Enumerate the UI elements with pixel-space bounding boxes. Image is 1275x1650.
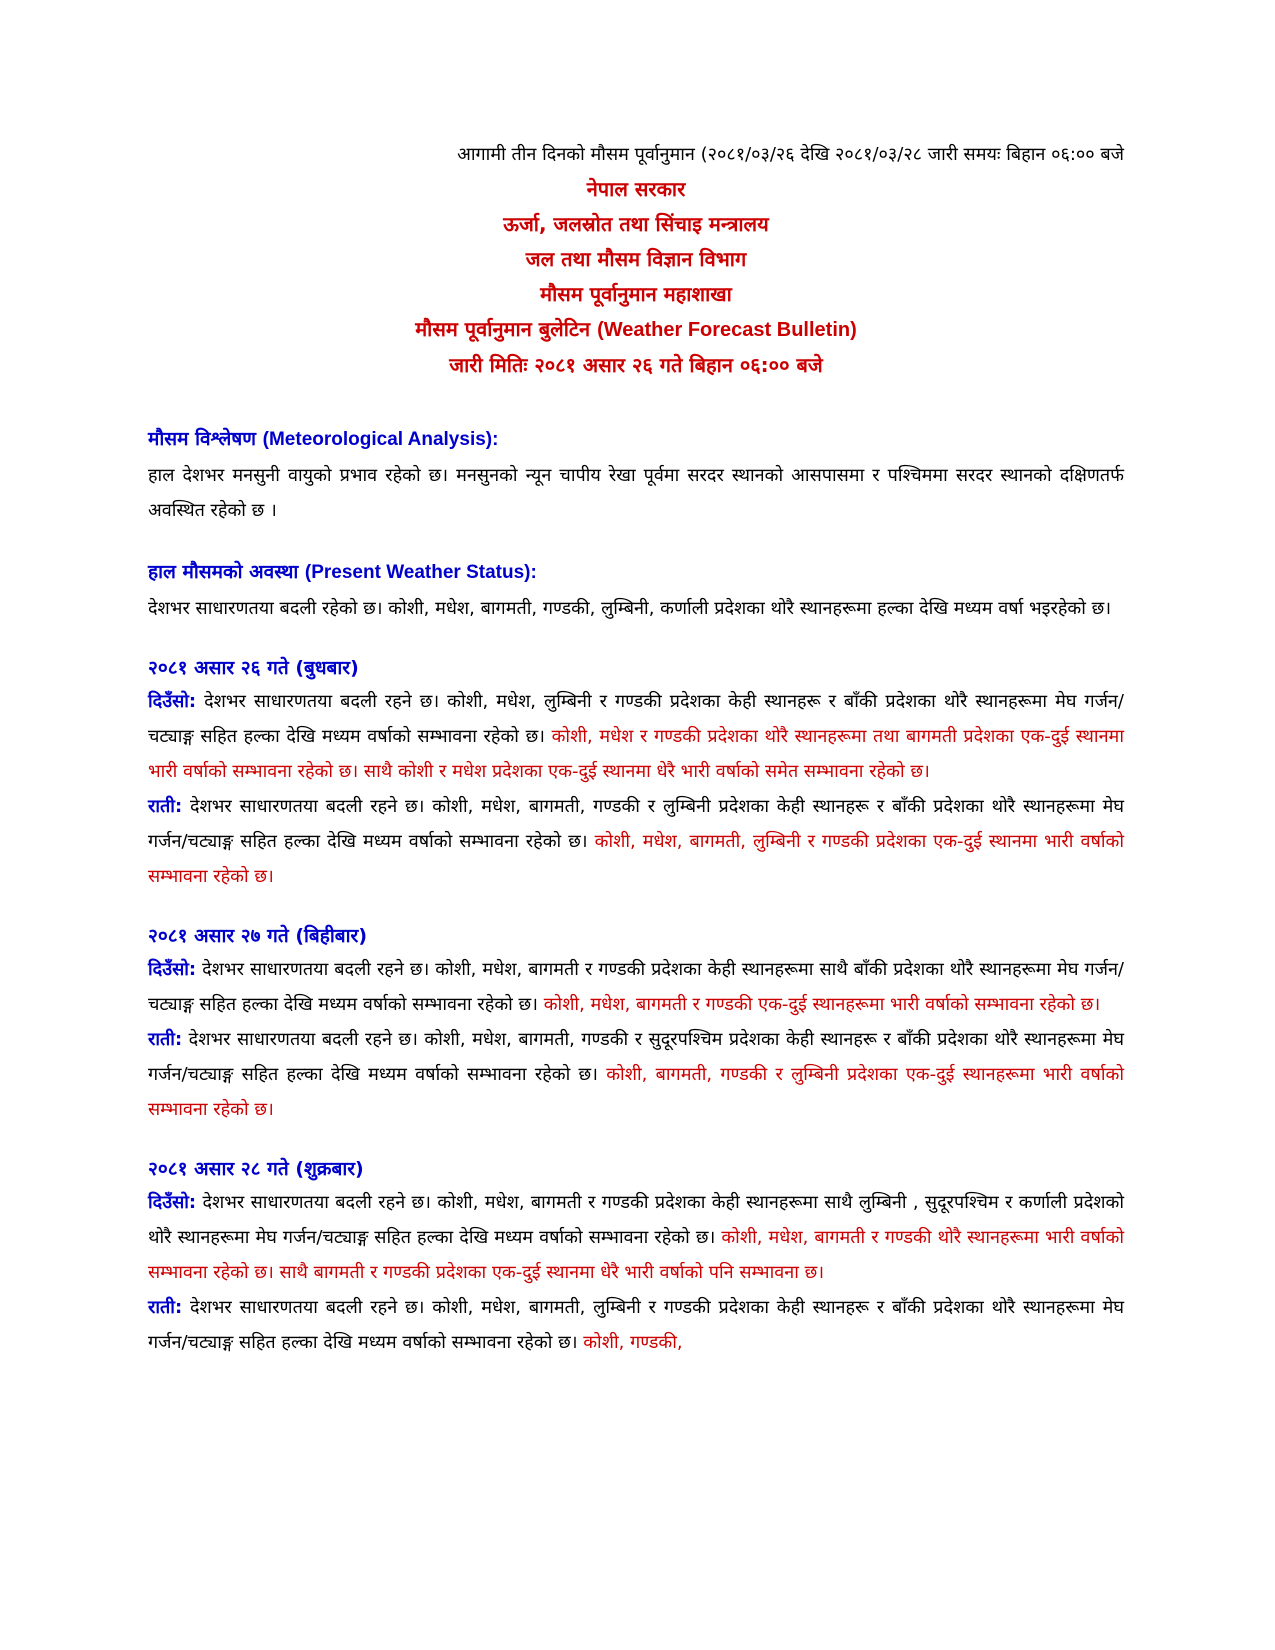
daytime-warning: कोशी, मधेश, बागमती र गण्डकी थोरै स्थानहरूमा भारी वर्षाको सम्भावना रहेको छ। साथै बागमती र गण्डकी प्रदेशका एक-दुई स्थानमा धेरै भारी वर्षाको पनि सम्भावना छ। — [148, 1227, 1124, 1283]
forecast-period-line: आगामी तीन दिनको मौसम पूर्वानुमान (२०८१/०३/२६ देखि २०८१/०३/२८ जारी समयः बिहान ०६:०० बजे — [457, 144, 1124, 165]
night-label: राती: — [148, 1297, 183, 1318]
daytime-warning: कोशी, मधेश, बागमती र गण्डकी एक-दुई स्थानहरूमा भारी वर्षाको सम्भावना रहेको छ। — [543, 994, 1101, 1015]
daytime-warning: कोशी, मधेश र गण्डकी प्रदेशका थोरै स्थानहरूमा तथा बागमती प्रदेशका एक-दुई स्थानमा भारी वर्षाको सम्भावना रहेको छ। साथै कोशी र मधेश प्रदेशका एक-दुई स्थानमा धेरै भारी वर्षाको समेत सम्भावना रहेको छ। — [148, 726, 1124, 782]
night-text: देशभर साधारणतया बदली रहने छ। कोशी, मधेश, बागमती, गण्डकी र लुम्बिनी प्रदेशका केही स्थानहरू र बाँकी प्रदेशका थोरै स्थानहरूमा मेघ गर्जन/चट्याङ्ग सहित हल्का देखि मध्यम वर्षाको सम्भावना रहेको छ। — [148, 796, 1124, 852]
bulletin-title — [148, 312, 1124, 348]
night-warning: कोशी, मधेश, बागमती, लुम्बिनी र गण्डकी प्रदेशका एक-दुई स्थानमा भारी वर्षाको सम्भावना रहेको छ। — [148, 831, 1124, 887]
daytime-label: दिउँसो: — [148, 959, 197, 980]
daytime-text: देशभर साधारणतया बदली रहने छ। कोशी, मधेश, बागमती र गण्डकी प्रदेशका केही स्थानहरूमा साथै बाँकी प्रदेशका थोरै स्थानहरूमा मेघ गर्जन/चट्याङ्ग सहित हल्का देखि मध्यम वर्षाको सम्भावना रहेको छ। — [148, 959, 1124, 1015]
ministry-name: ऊर्जा, जलस्रोत तथा सिंचाइ मन्त्रालय — [503, 212, 769, 236]
division-name: मौसम पूर्वानुमान महाशाखा — [540, 282, 732, 306]
night-label: राती: — [148, 1029, 183, 1050]
night-warning: कोशी, बागमती, गण्डकी र लुम्बिनी प्रदेशका एक-दुई स्थानहरूमा भारी वर्षाको सम्भावना रहेको छ। — [148, 1064, 1124, 1120]
day-3-night — [148, 1290, 1124, 1360]
night-label: राती: — [148, 796, 183, 817]
night-text: देशभर साधारणतया बदली रहने छ। कोशी, मधेश, बागमती, लुम्बिनी र गण्डकी प्रदेशका केही स्थानहरू र बाँकी प्रदेशका थोरै स्थानहरूमा मेघ गर्जन/चट्याङ्ग सहित हल्का देखि मध्यम वर्षाको सम्भावना रहेको छ। — [148, 1297, 1124, 1353]
daytime-label: दिउँसो: — [148, 691, 197, 712]
day-3-daytime — [148, 1185, 1124, 1290]
night-text: देशभर साधारणतया बदली रहने छ। कोशी, मधेश, बागमती, गण्डकी र सुदूरपश्चिम प्रदेशका केही स्थानहरू र बाँकी प्रदेशका थोरै स्थानहरूमा मेघ गर्जन/चट्याङ्ग सहित हल्का देखि मध्यम वर्षाको सम्भावना रहेको छ। — [148, 1029, 1124, 1085]
present-weather-heading-np: हाल मौसमको अवस्था — [148, 561, 299, 583]
analysis-heading-en: (Meteorological Analysis): — [262, 429, 499, 450]
daytime-text: देशभर साधारणतया बदली रहने छ। कोशी, मधेश, लुम्बिनी र गण्डकी प्रदेशका केही स्थानहरू र बाँकी प्रदेशका थोरै स्थानहरूमा मेघ गर्जन/चट्याङ्ग सहित हल्का देखि मध्यम वर्षाको सम्भावना रहेको छ। — [148, 691, 1124, 747]
bulletin-page — [148, 140, 1124, 1360]
government-name: नेपाल सरकार — [586, 177, 686, 201]
present-weather-text: देशभर साधारणतया बदली रहेको छ। कोशी, मधेश, बागमती, गण्डकी, लुम्बिनी, कर्णाली प्रदेशका थोरै स्थानहरूमा हल्का देखि मध्यम वर्षा भइरहेको छ। — [148, 598, 1112, 619]
daytime-text: देशभर साधारणतया बदली रहने छ। कोशी, मधेश, बागमती र गण्डकी प्रदेशका केही स्थानहरूमा साथै लुम्बिनी , सुदूरपश्चिम र कर्णाली प्रदेशको थोरै स्थानहरूमा मेघ गर्जन/चट्याङ्ग सहित हल्का देखि मध्यम वर्षाको सम्भावना रहेको छ। — [148, 1192, 1124, 1248]
day-1-night — [148, 789, 1124, 894]
day-1-title: २०८१ असार २६ गते (बुधबार) — [148, 657, 359, 679]
analysis-heading — [148, 423, 1124, 456]
day-1-daytime — [148, 684, 1124, 789]
issue-date: जारी मितिः २०८१ असार २६ गते बिहान ०६:०० बजे — [449, 353, 823, 377]
day-2-night — [148, 1022, 1124, 1127]
bulletin-title-en: (Weather Forecast Bulletin) — [597, 319, 857, 341]
day-2-title: २०८१ असार २७ गते (बिहीबार) — [148, 925, 368, 947]
present-weather-heading-en: (Present Weather Status): — [304, 562, 537, 583]
day-3-title: २०८१ असार २८ गते (शुक्रबार) — [148, 1158, 364, 1180]
present-weather-heading — [148, 556, 1124, 589]
daytime-label: दिउँसो: — [148, 1192, 197, 1213]
day-2-daytime — [148, 952, 1124, 1022]
department-name: जल तथा मौसम विज्ञान विभाग — [525, 247, 747, 271]
night-warning: कोशी, गण्डकी, — [583, 1332, 683, 1353]
analysis-text: हाल देशभर मनसुनी वायुको प्रभाव रहेको छ। मनसुनको न्यून चापीय रेखा पूर्वमा सरदर स्थानको आसपासमा र पश्चिममा सरदर स्थानको दक्षिणतर्फ अवस्थित रहेको छ । — [148, 465, 1124, 521]
analysis-heading-np: मौसम विश्लेषण — [148, 428, 257, 450]
bulletin-title-np: मौसम पूर्वानुमान बुलेटिन — [415, 317, 591, 341]
